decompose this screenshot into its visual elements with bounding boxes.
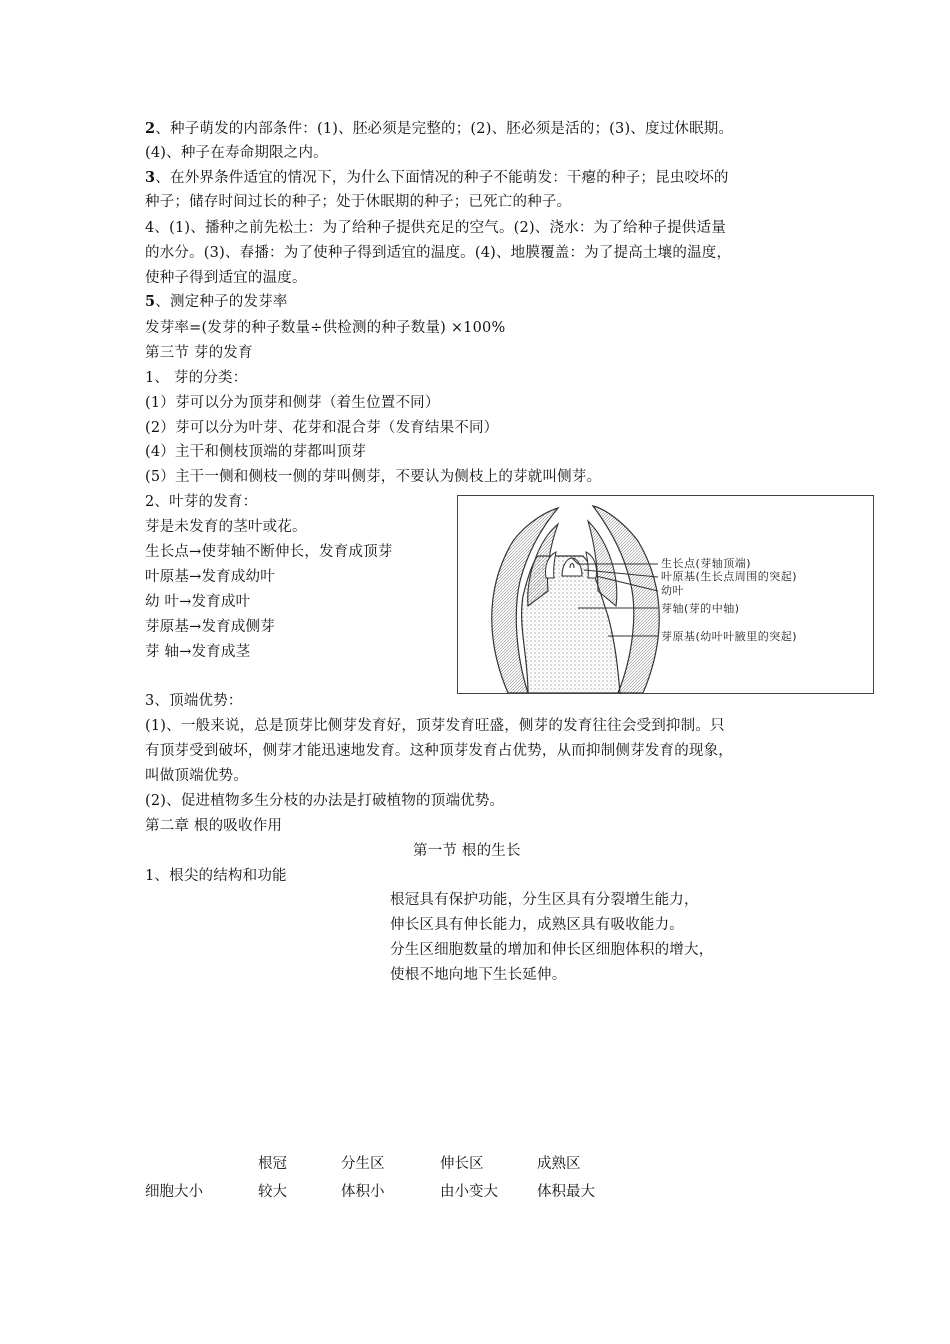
chapter-heading: 第二章 根的吸收作用 (145, 818, 283, 834)
text-line: 芽 轴→发育成茎 (145, 644, 251, 660)
text-line: 2、种子萌发的内部条件：(1)、胚必须是完整的；(2)、胚必须是活的；(3)、度过休眠期。 (145, 120, 734, 137)
text-line: 伸长区具有伸长能力，成熟区具有吸收能力。 (390, 917, 684, 933)
table-cell: 由小变大 (440, 1184, 498, 1200)
text-line: 叫做顶端优势。 (145, 768, 248, 784)
text-line: 叶原基→发育成幼叶 (145, 569, 275, 585)
item-number: 3 (145, 169, 156, 186)
label-young-leaf: 幼叶 (661, 584, 684, 597)
text-line: 种子；储存时间过长的种子；处于休眠期的种子；已死亡的种子。 (145, 194, 572, 210)
table-header: 伸长区 (440, 1156, 484, 1172)
formula-line: 发芽率=(发芽的种子数量÷供检测的种子数量) ×100% (145, 320, 506, 336)
text-line: 生长点→使芽轴不断伸长，发育成顶芽 (145, 544, 393, 560)
label-growing-point: 生长点(芽轴顶端) (661, 557, 752, 570)
text-line: (5）主干一侧和侧枝一侧的芽叫侧芽，不要认为侧枝上的芽就叫侧芽。 (145, 469, 602, 485)
leaf-bud-figure (457, 495, 874, 694)
section-heading: 第一节 根的生长 (413, 843, 521, 859)
table-cell: 体积最大 (537, 1184, 595, 1200)
item-number: 2 (145, 120, 156, 137)
text-line: 1、 芽的分类： (145, 370, 248, 386)
table-cell: 较大 (258, 1184, 287, 1200)
label-leaf-primordium: 叶原基(生长点周围的突起) (661, 570, 798, 583)
section-heading: 第三节 芽的发育 (145, 345, 253, 361)
label-bud-axis: 芽轴(芽的中轴) (661, 602, 740, 615)
table-cell: 细胞大小 (145, 1184, 203, 1200)
text-line: 有顶芽受到破坏，侧芽才能迅速地发育。这种顶芽发育占优势，从而抑制侧芽发育的现象， (145, 743, 733, 759)
table-header: 根冠 (258, 1156, 287, 1172)
text-line: 使根不地向地下生长延伸。 (390, 967, 567, 983)
text-line: 5、测定种子的发芽率 (145, 293, 288, 310)
text-line: (4)、种子在寿命期限之内。 (145, 145, 328, 161)
text-line: 使种子得到适宜的温度。 (145, 270, 307, 286)
text-line: 幼 叶→发育成叶 (145, 594, 251, 610)
text-line: (1)、一般来说，总是顶芽比侧芽发育好，顶芽发育旺盛，侧芽的发育往往会受到抑制。只 (145, 718, 725, 734)
text-line: 2、叶芽的发育： (145, 494, 258, 510)
table-header: 成熟区 (537, 1156, 581, 1172)
text-line: 的水分。(3)、春播：为了使种子得到适宜的温度。(4)、地膜覆盖：为了提高土壤的温度， (145, 245, 732, 261)
text-line: 3、在外界条件适宜的情况下，为什么下面情况的种子不能萌发：干瘪的种子；昆虫咬坏的 (145, 169, 729, 186)
text-line: 芽原基→发育成侧芽 (145, 619, 275, 635)
text-line: 分生区细胞数量的增加和伸长区细胞体积的增大， (390, 942, 714, 958)
text-line: (1）芽可以分为顶芽和侧芽（着生位置不同） (145, 395, 440, 411)
label-bud-primordium: 芽原基(幼叶叶腋里的突起) (661, 630, 798, 643)
text-line: 3、顶端优势： (145, 693, 243, 709)
text-line: 4、(1)、播种之前先松土：为了给种子提供充足的空气。(2)、浇水：为了给种子提供适量 (145, 220, 726, 236)
text-line: 根冠具有保护功能，分生区具有分裂增生能力， (390, 892, 699, 908)
text-line: (2)、促进植物多生分枝的办法是打破植物的顶端优势。 (145, 793, 505, 809)
text-line: (2）芽可以分为叶芽、花芽和混合芽（发育结果不同） (145, 420, 499, 436)
table-cell: 体积小 (341, 1184, 385, 1200)
text-line: (4）主干和侧枝顶端的芽都叫顶芽 (145, 444, 367, 460)
text-line: 芽是未发育的茎叶或花。 (145, 519, 307, 535)
table-header: 分生区 (341, 1156, 385, 1172)
item-number: 5 (145, 293, 156, 310)
text-line: 1、根尖的结构和功能 (145, 868, 287, 884)
